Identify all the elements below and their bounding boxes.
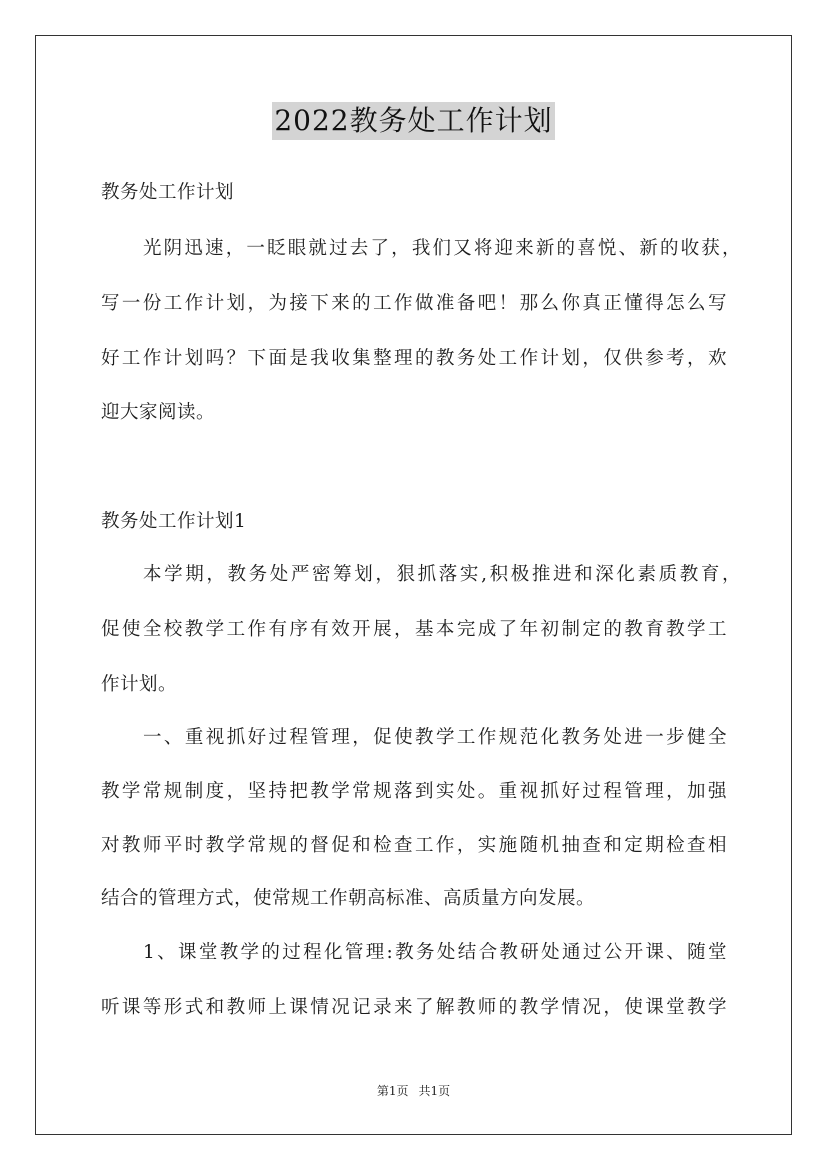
- page-total: 共1页: [418, 1084, 451, 1098]
- paragraph-line: 1、课堂教学的过程化管理:教务处结合教研处通过公开课、随堂: [143, 942, 727, 963]
- title-container: [0, 102, 827, 140]
- paragraph-line: 一、重视抓好过程管理，促使教学工作规范化教务处进一步健全: [143, 727, 727, 748]
- section-heading: 教务处工作计划1: [101, 511, 247, 532]
- section-heading: 教务处工作计划: [101, 182, 235, 203]
- paragraph-line: 教学常规制度，坚持把教学常规落到实处。重视抓好过程管理，加强: [101, 781, 727, 802]
- document-title: 2022教务处工作计划: [272, 102, 554, 140]
- paragraph-line: 促使全校教学工作有序有效开展，基本完成了年初制定的教育教学工: [101, 619, 727, 640]
- paragraph-line: 结合的管理方式，使常规工作朝高标准、高质量方向发展。: [101, 888, 596, 909]
- paragraph-line: 本学期，教务处严密筹划，狠抓落实,积极推进和深化素质教育，: [143, 564, 741, 585]
- paragraph-line: 作计划。: [101, 674, 178, 695]
- paragraph-line: 迎大家阅读。: [101, 402, 216, 423]
- paragraph-line: 写一份工作计划，为接下来的工作做准备吧！那么你真正懂得怎么写: [101, 293, 727, 314]
- paragraph-line: 好工作计划吗？下面是我收集整理的教务处工作计划，仅供参考，欢: [101, 348, 727, 369]
- page-footer: [0, 1083, 827, 1099]
- paragraph-line: 光阴迅速，一眨眼就过去了，我们又将迎来新的喜悦、新的收获，: [143, 238, 741, 259]
- paragraph-line: 对教师平时教学常规的督促和检查工作，实施随机抽查和定期检查相: [101, 835, 727, 856]
- page-number: 第1页: [376, 1084, 409, 1098]
- paragraph-line: 听课等形式和教师上课情况记录来了解教师的教学情况，使课堂教学: [101, 997, 727, 1018]
